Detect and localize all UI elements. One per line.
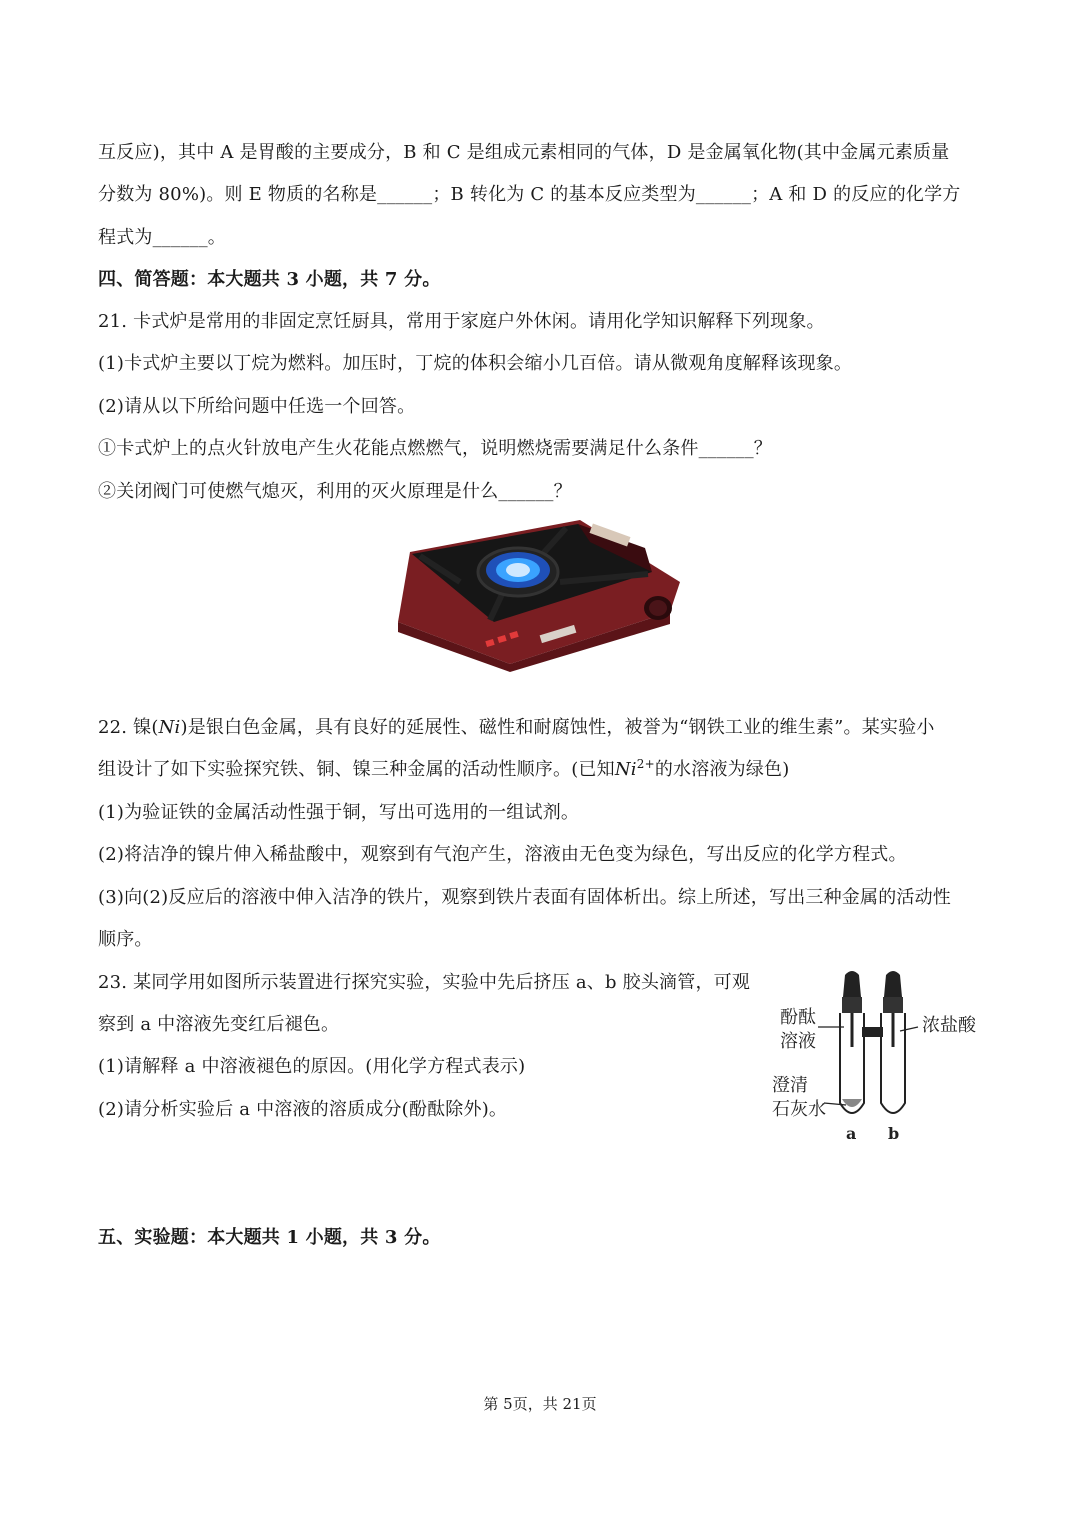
q22-part-3-line-1: (3)向(2)反应后的溶液中伸入洁净的铁片，观察到铁片表面有固体析出。综上所述，写出三种金属的活动性: [98, 887, 951, 908]
label-lime-water-2: 石灰水: [772, 1099, 826, 1120]
ni-ion-charge: 2+: [636, 757, 655, 771]
q22-stem-suffix: )是银白色金属，具有良好的延展性、磁性和耐腐蚀性，被誉为“钢铁工业的维生素”。某实验小: [180, 717, 935, 738]
q22-line-2-prefix: 组设计了如下实验探究铁、铜、镍三种金属的活动性顺序。(已知: [98, 759, 615, 780]
q23-part-2: (2)请分析实验后 a 中溶液的溶质成分(酚酞除外)。: [98, 1099, 508, 1120]
connecting-tube: [862, 1027, 883, 1037]
ni-ion-symbol: Ni: [614, 759, 637, 780]
q22-stem-prefix: 22. 镍(: [98, 717, 159, 738]
q20-line-2: 分数为 80%)。则 E 物质的名称是______；B 转化为 C 的基本反应类型为______；A 和 D 的反应的化学方: [98, 184, 961, 205]
section-4-heading: 四、简答题：本大题共 3 小题，共 7 分。: [98, 269, 441, 290]
dropper-bulb-b: [884, 971, 902, 997]
label-lime-water-1: 澄清: [772, 1075, 808, 1096]
q22-part-1: (1)为验证铁的金属活动性强于铜，写出可选用的一组试剂。: [98, 802, 580, 823]
label-phenolphthalein-1: 酚酞: [780, 1007, 816, 1028]
q21-stem: 21. 卡式炉是常用的非固定烹饪厨具，常用于家庭户外休闲。请用化学知识解释下列现象。: [98, 311, 825, 332]
portable-stove-image: [390, 512, 690, 672]
test-tube-apparatus-diagram: [766, 965, 992, 1150]
ni-symbol: Ni: [158, 717, 181, 738]
dropper-bulb-a: [843, 971, 861, 997]
q23-stem-line-2: 察到 a 中溶液先变红后褪色。: [98, 1014, 340, 1035]
q22-line-2: [98, 758, 789, 782]
label-conc-hcl: 浓盐酸: [922, 1015, 976, 1036]
q21-part-2: (2)请从以下所给问题中任选一个回答。: [98, 396, 416, 417]
q22-stem: [98, 716, 935, 740]
q23-stem-line-1: 23. 某同学用如图所示装置进行探究实验，实验中先后挤压 a、b 胶头滴管，可观: [98, 972, 751, 993]
q21-option-1: ①卡式炉上的点火针放电产生火花能点燃燃气，说明燃烧需要满足什么条件______？: [98, 438, 772, 459]
q20-line-1: 互反应)，其中 A 是胃酸的主要成分，B 和 C 是组成元素相同的气体，D 是金属氧化物(其中金属元素质量: [98, 142, 950, 163]
q23-part-1: (1)请解释 a 中溶液褪色的原因。(用化学方程式表示): [98, 1056, 526, 1077]
q21-option-2: ②关闭阀门可使燃气熄灭，利用的灭火原理是什么______？: [98, 481, 572, 502]
q21-part-1: (1)卡式炉主要以丁烷为燃料。加压时，丁烷的体积会缩小几百倍。请从微观角度解释该现象。: [98, 353, 853, 374]
label-tube-b: b: [888, 1124, 900, 1143]
q22-part-3-line-2: 顺序。: [98, 929, 153, 950]
q22-line-2-suffix: 的水溶液为绿色): [654, 759, 790, 780]
q22-part-2: (2)将洁净的镍片伸入稀盐酸中，观察到有气泡产生，溶液由无色变为绿色，写出反应的化学方程式。: [98, 844, 907, 865]
page-number: 第 5页，共 21页: [483, 1395, 597, 1413]
label-tube-a: a: [846, 1124, 857, 1143]
lime-water-liquid: [842, 1099, 862, 1107]
section-5-heading: 五、实验题：本大题共 1 小题，共 3 分。: [98, 1227, 441, 1248]
label-phenolphthalein-2: 溶液: [780, 1031, 816, 1052]
q20-line-3: 程式为______。: [98, 227, 226, 248]
